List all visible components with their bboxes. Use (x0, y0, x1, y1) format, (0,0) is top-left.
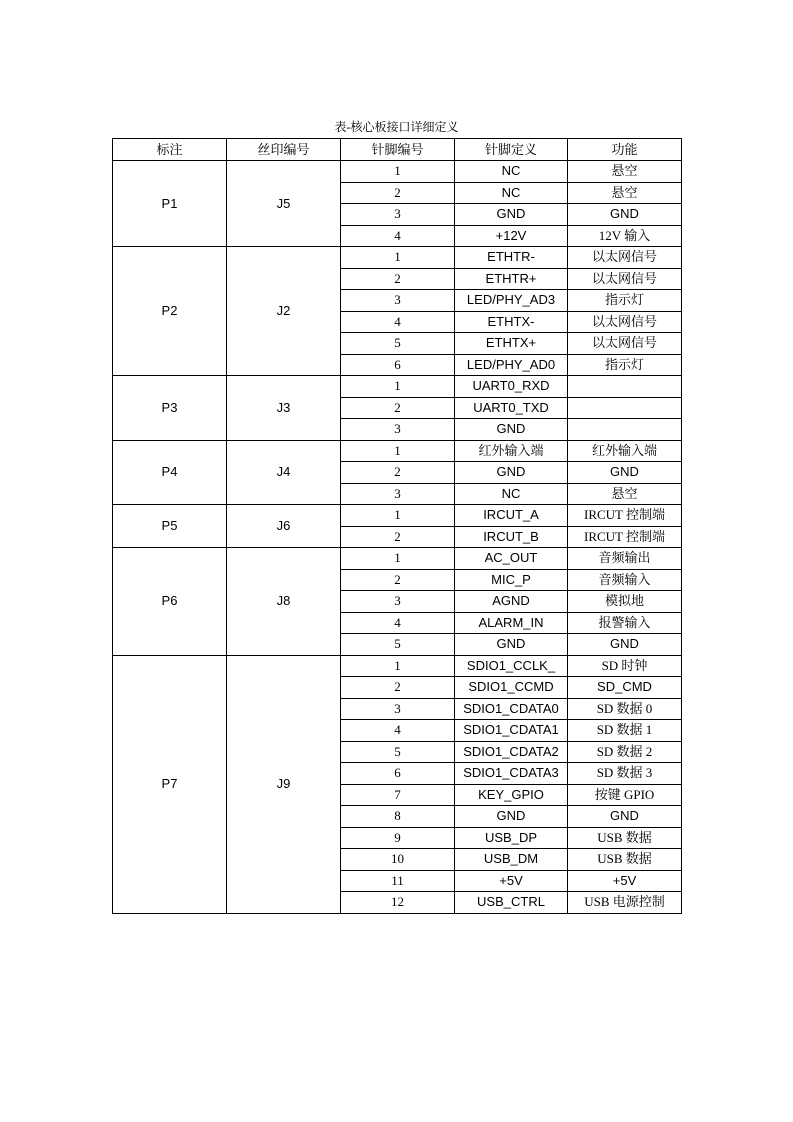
cell-pin-number: 5 (341, 333, 455, 355)
cell-pin-number: 6 (341, 354, 455, 376)
cell-pin-number: 9 (341, 827, 455, 849)
header-silkscreen: 丝印编号 (227, 139, 341, 161)
cell-function: SD 数据 2 (568, 741, 682, 763)
cell-silkscreen: J3 (227, 376, 341, 441)
cell-pin-number: 8 (341, 806, 455, 828)
cell-function: 指示灯 (568, 354, 682, 376)
cell-pin-number: 11 (341, 870, 455, 892)
cell-pin-definition: GND (455, 462, 568, 484)
cell-function: SD 数据 3 (568, 763, 682, 785)
cell-pin-definition: GND (455, 204, 568, 226)
cell-pin-number: 3 (341, 698, 455, 720)
cell-function: 以太网信号 (568, 247, 682, 269)
cell-pin-number: 1 (341, 548, 455, 570)
cell-function: 以太网信号 (568, 333, 682, 355)
cell-pin-number: 2 (341, 677, 455, 699)
cell-function: USB 数据 (568, 827, 682, 849)
cell-function: SD 数据 1 (568, 720, 682, 742)
cell-pin-number: 3 (341, 483, 455, 505)
cell-function: GND (568, 806, 682, 828)
cell-function: IRCUT 控制端 (568, 526, 682, 548)
cell-pin-number: 3 (341, 290, 455, 312)
cell-pin-number: 2 (341, 569, 455, 591)
cell-function: 红外输入端 (568, 440, 682, 462)
cell-pin-number: 3 (341, 204, 455, 226)
cell-function: 报警输入 (568, 612, 682, 634)
cell-pin-definition: KEY_GPIO (455, 784, 568, 806)
cell-function: SD 数据 0 (568, 698, 682, 720)
table-row (113, 505, 682, 527)
cell-pin-definition: USB_DM (455, 849, 568, 871)
cell-pin-definition: UART0_TXD (455, 397, 568, 419)
cell-pin-number: 3 (341, 419, 455, 441)
cell-pin-number: 1 (341, 440, 455, 462)
cell-function: 以太网信号 (568, 268, 682, 290)
cell-function: USB 电源控制 (568, 892, 682, 914)
cell-pin-definition: NC (455, 161, 568, 183)
cell-pin-number: 4 (341, 225, 455, 247)
cell-pin-definition: ETHTX+ (455, 333, 568, 355)
cell-pin-definition: AC_OUT (455, 548, 568, 570)
table-row (113, 655, 682, 677)
cell-function: GND (568, 204, 682, 226)
cell-pin-definition: LED/PHY_AD0 (455, 354, 568, 376)
cell-pin-definition: ETHTX- (455, 311, 568, 333)
cell-pin-definition: SDIO1_CDATA2 (455, 741, 568, 763)
cell-function: 模拟地 (568, 591, 682, 613)
cell-pin-number: 4 (341, 311, 455, 333)
cell-pin-definition: NC (455, 182, 568, 204)
cell-pin-definition: +12V (455, 225, 568, 247)
header-row (113, 139, 682, 161)
table-body (113, 161, 682, 914)
cell-function: 按键 GPIO (568, 784, 682, 806)
cell-function: 12V 输入 (568, 225, 682, 247)
cell-pin-number: 1 (341, 247, 455, 269)
cell-pin-definition: SDIO1_CDATA3 (455, 763, 568, 785)
cell-pin-definition: AGND (455, 591, 568, 613)
cell-pin-number: 2 (341, 397, 455, 419)
cell-silkscreen: J5 (227, 161, 341, 247)
cell-pin-number: 5 (341, 634, 455, 656)
cell-pin-number: 12 (341, 892, 455, 914)
cell-function: USB 数据 (568, 849, 682, 871)
cell-pin-definition: GND (455, 634, 568, 656)
cell-function: 音频输入 (568, 569, 682, 591)
cell-mark: P1 (113, 161, 227, 247)
interface-definition-table (112, 138, 682, 914)
header-function: 功能 (568, 139, 682, 161)
table-row (113, 376, 682, 398)
cell-pin-definition: SDIO1_CCMD (455, 677, 568, 699)
cell-function: 悬空 (568, 182, 682, 204)
cell-pin-number: 2 (341, 268, 455, 290)
cell-pin-number: 2 (341, 462, 455, 484)
cell-function: GND (568, 462, 682, 484)
table-caption: 表-核心板接口详细定义 (334, 120, 459, 134)
cell-pin-definition: LED/PHY_AD3 (455, 290, 568, 312)
header-pin-definition: 针脚定义 (455, 139, 568, 161)
cell-function: IRCUT 控制端 (568, 505, 682, 527)
cell-pin-definition: SDIO1_CCLK_ (455, 655, 568, 677)
cell-silkscreen: J4 (227, 440, 341, 505)
cell-pin-definition: ETHTR+ (455, 268, 568, 290)
cell-pin-definition: ALARM_IN (455, 612, 568, 634)
cell-silkscreen: J9 (227, 655, 341, 913)
cell-function: GND (568, 634, 682, 656)
cell-pin-definition: SDIO1_CDATA0 (455, 698, 568, 720)
cell-silkscreen: J2 (227, 247, 341, 376)
cell-pin-definition: ETHTR- (455, 247, 568, 269)
cell-mark: P2 (113, 247, 227, 376)
cell-function: +5V (568, 870, 682, 892)
cell-pin-number: 1 (341, 655, 455, 677)
cell-pin-number: 6 (341, 763, 455, 785)
cell-pin-definition: UART0_RXD (455, 376, 568, 398)
cell-silkscreen: J6 (227, 505, 341, 548)
cell-pin-number: 2 (341, 526, 455, 548)
table-row (113, 440, 682, 462)
header-pin-number: 针脚编号 (341, 139, 455, 161)
cell-pin-number: 3 (341, 591, 455, 613)
cell-mark: P7 (113, 655, 227, 913)
cell-pin-number: 1 (341, 161, 455, 183)
cell-pin-definition: MIC_P (455, 569, 568, 591)
table-row (113, 161, 682, 183)
cell-pin-number: 5 (341, 741, 455, 763)
cell-function (568, 419, 682, 441)
cell-function: 指示灯 (568, 290, 682, 312)
cell-pin-number: 10 (341, 849, 455, 871)
cell-function: SD 时钟 (568, 655, 682, 677)
cell-function: 音频输出 (568, 548, 682, 570)
cell-pin-definition: +5V (455, 870, 568, 892)
cell-function: 悬空 (568, 483, 682, 505)
cell-function: 悬空 (568, 161, 682, 183)
cell-pin-definition: USB_DP (455, 827, 568, 849)
cell-mark: P6 (113, 548, 227, 656)
cell-pin-number: 4 (341, 720, 455, 742)
table-row (113, 247, 682, 269)
cell-pin-number: 1 (341, 376, 455, 398)
cell-pin-definition: SDIO1_CDATA1 (455, 720, 568, 742)
cell-pin-definition: GND (455, 419, 568, 441)
cell-pin-definition: USB_CTRL (455, 892, 568, 914)
cell-pin-number: 2 (341, 182, 455, 204)
cell-pin-number: 7 (341, 784, 455, 806)
cell-function (568, 376, 682, 398)
cell-pin-number: 1 (341, 505, 455, 527)
cell-pin-definition: GND (455, 806, 568, 828)
cell-pin-definition: IRCUT_A (455, 505, 568, 527)
header-mark: 标注 (113, 139, 227, 161)
cell-pin-definition: IRCUT_B (455, 526, 568, 548)
cell-pin-number: 4 (341, 612, 455, 634)
table-row (113, 548, 682, 570)
cell-silkscreen: J8 (227, 548, 341, 656)
cell-function (568, 397, 682, 419)
cell-function: 以太网信号 (568, 311, 682, 333)
cell-pin-definition: NC (455, 483, 568, 505)
cell-mark: P5 (113, 505, 227, 548)
cell-function: SD_CMD (568, 677, 682, 699)
cell-pin-definition: 红外输入端 (455, 440, 568, 462)
cell-mark: P3 (113, 376, 227, 441)
cell-mark: P4 (113, 440, 227, 505)
